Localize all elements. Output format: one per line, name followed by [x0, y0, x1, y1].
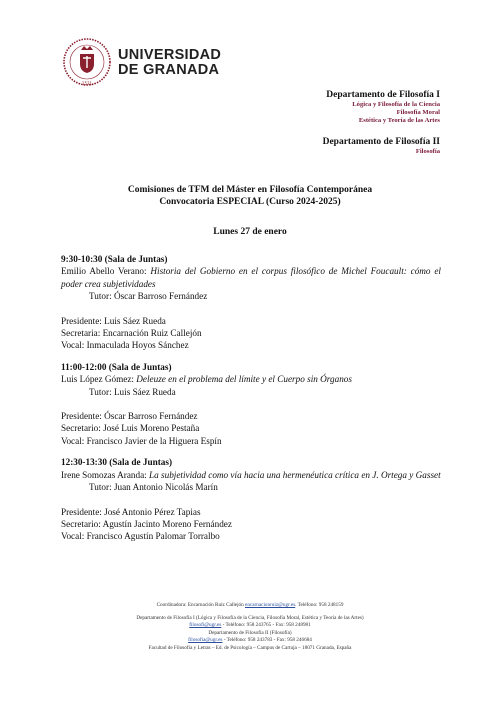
committee-member: Vocal: Francisco Javier de la Higuera Espín	[61, 435, 222, 446]
session-time: 11:00-12:00 (Sala de Juntas)	[61, 361, 172, 372]
department-1-area: Lógica y Filosofía de la Ciencia	[352, 101, 440, 108]
department-1-footer: Departamento de Filosofía I (Lógica y Filosofía de la Ciencia, Filosofía Moral, Estética y Teoría de las Artes)	[136, 614, 364, 621]
committee-member: Presidente: Luis Sáez Rueda	[61, 315, 166, 326]
coordinator-email-link[interactable]: encarnacionruiz@ugr.es	[245, 602, 296, 608]
committee-member: Presidente: Óscar Barroso Fernández	[61, 411, 198, 422]
tutor-line: Tutor: Juan Antonio Nicolás Marín	[89, 482, 218, 493]
thesis-entry	[61, 265, 441, 290]
student-name: Luis López Gómez:	[61, 374, 134, 385]
tutor-line: Tutor: Óscar Barroso Fernández	[89, 291, 208, 302]
thesis-title: La subjetividad como vía hacia una hermenéutica crítica en J. Ortega y Gasset	[149, 469, 441, 480]
session-block	[61, 361, 441, 447]
thesis-title: Historia del Gobierno en el corpus filosófico de Michel Foucault: cómo el poder crea subjetividades	[61, 266, 441, 289]
university-name-line-1: UNIVERSIDAD	[118, 47, 222, 63]
heading-line-1: Comisiones de TFM del Máster en Filosofía Contemporánea	[127, 185, 373, 195]
session-time: 9:30-10:30 (Sala de Juntas)	[61, 254, 168, 264]
student-name: Emilio Abello Verano:	[61, 266, 147, 277]
committee-member: Secretaria: Encarnación Ruiz Callejón	[61, 328, 202, 339]
svg-text:· 1531 ·: · 1531 ·	[79, 81, 95, 86]
sessions-list	[61, 253, 441, 543]
committee-member: Vocal: Francisco Agustín Palomar Torralbo	[61, 531, 220, 542]
session-block	[61, 456, 441, 542]
committee-member: Secretario: Agustín Jacinto Moreno Fernández	[61, 518, 232, 529]
university-name-line-2: DE GRANADA	[118, 62, 220, 78]
department-2-footer: Departamento de Filosofía II (Filosofía)	[208, 629, 292, 636]
thesis-title: Deleuze en el problema del límite y el Cuerpo sin Órganos	[136, 374, 352, 385]
department-2-title: Departamento de Filosofía II	[322, 137, 440, 147]
department-1-email-link[interactable]: filosofi@ugr.es	[189, 622, 222, 629]
session-block	[61, 253, 441, 352]
department-2-area: Filosofía	[415, 148, 440, 155]
department-1-title: Departamento de Filosofía I	[326, 90, 440, 100]
committee-member: Vocal: Inmaculada Hoyos Sánchez	[61, 340, 189, 351]
department-1-area: Filosofía Moral	[396, 109, 440, 116]
page-footer	[40, 602, 460, 653]
department-2-email-link[interactable]: filosofia@ugr.es	[188, 637, 223, 644]
committee-member: Presidente: José Antonio Pérez Tapias	[61, 506, 201, 517]
thesis-entry	[61, 373, 441, 385]
faculty-address: Facultad de Filosofía y Letras – Ed. de Psicología – Campus de Cartuja – 18071 Granada, España	[148, 644, 352, 651]
coordinator-line: Coordinadora: Encarnación Ruiz Callejón encarnacionruiz@ugr.es. Teléfono: 958 248159	[156, 602, 344, 608]
university-logo	[62, 36, 232, 88]
thesis-entry	[61, 469, 441, 481]
student-name: Irene Somozas Aranda:	[61, 469, 147, 480]
session-time: 12:30-13:30 (Sala de Juntas)	[61, 457, 173, 468]
university-seal-icon	[62, 36, 112, 88]
heading-line-2: Convocatoria ESPECIAL (Curso 2024-2025)	[159, 197, 341, 207]
session-date: Lunes 27 de enero	[213, 227, 287, 237]
tutor-line: Tutor: Luis Sáez Rueda	[89, 386, 176, 397]
department-block	[323, 90, 440, 156]
university-name	[118, 48, 221, 78]
document-heading	[0, 184, 500, 208]
department-2-contact: filosofia@ugr.es - Teléfono: 958 243783 - Fax: 958 246684	[188, 637, 312, 644]
department-1-area: Estética y Teoría de las Artes	[358, 117, 440, 124]
committee-member: Secretario: José Luis Moreno Pestaña	[61, 423, 200, 434]
department-1-contact: filosofi@ugr.es - Teléfono: 958 243765 - Fax: 958 248981	[189, 622, 311, 629]
